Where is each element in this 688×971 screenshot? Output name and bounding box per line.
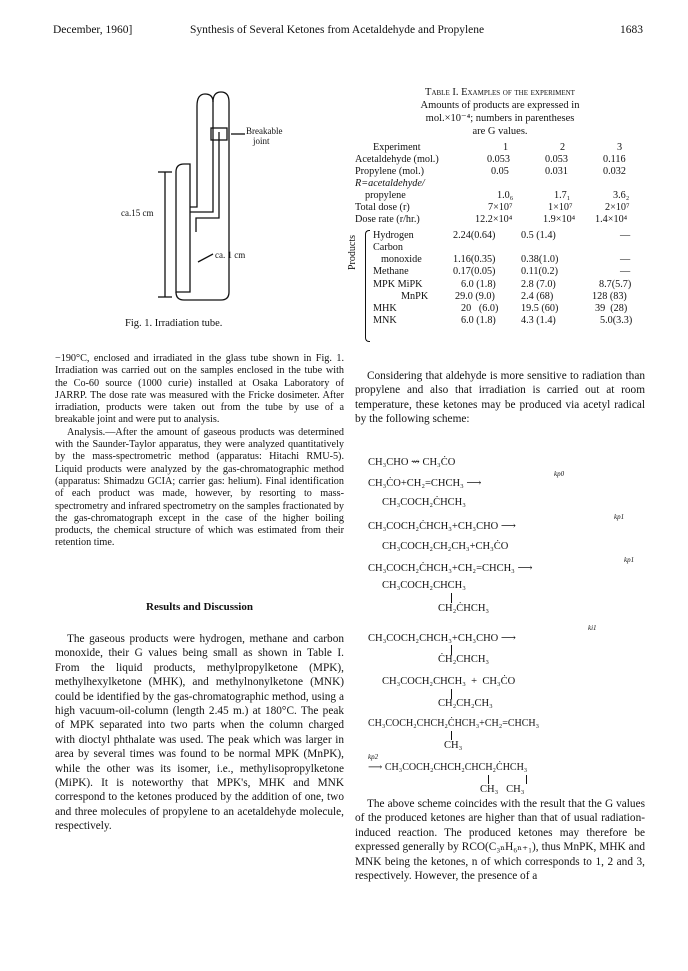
cell: 0.05 [491, 166, 509, 177]
cell: 12.2×10⁴ [475, 214, 513, 225]
table-caption-title: Table I. Examples of the experiment [425, 87, 575, 98]
figure-irradiation-tube [55, 82, 344, 342]
rate-label: kp0 [554, 470, 565, 478]
tube-drawing [55, 82, 344, 322]
scheme-line: CH₂ĊHCH₃ [438, 603, 490, 614]
cell: 2.8 (7.0) [521, 279, 556, 290]
cell: 0.032 [603, 166, 626, 177]
table-caption [355, 86, 645, 138]
page-number: 1683 [620, 24, 643, 36]
cell: 0.053 [487, 154, 510, 165]
label-1cm: ca. 1 cm [215, 250, 246, 260]
table-row [355, 154, 645, 166]
scheme-line: CH₃COCH₂ĊHCH₃+CH₂=CHCH₃ ⟶ [368, 563, 533, 574]
cell: 6.0 (1.8) [461, 279, 496, 290]
cell: 1×10⁷ [548, 202, 573, 213]
cell: 7×10⁷ [488, 202, 513, 213]
table-row [355, 190, 645, 202]
figure-caption: Fig. 1. Irradiation tube. [125, 318, 223, 329]
rate-label: ki1 [588, 624, 597, 632]
product-label: MPK MiPK [373, 279, 423, 290]
cell: 8.7(5.7) [599, 279, 632, 290]
scheme-line: CH₃COCH₂CHCH₃ [382, 580, 466, 591]
table-header-cell: 2 [560, 142, 566, 153]
cell: 0.5 (1.4) [521, 230, 556, 241]
paragraph-considering: Considering that aldehyde is more sensitive to radiation than propylene and also that irradiation is carried out at room temperature, these ketones may be produced via acetyl radical by the following scheme: [355, 370, 645, 426]
rate-label: kp1 [614, 513, 625, 521]
scheme-line: ĊH₂CHCH₃ [438, 654, 490, 665]
section-heading: Results and Discussion [146, 601, 253, 613]
cell: 1.9×10⁴ [543, 214, 576, 225]
cell: 1.0₆ [497, 190, 514, 201]
product-row [355, 291, 645, 303]
scheme-line: CH₃ CH₃ [480, 784, 525, 795]
scheme-line: CH₃COCH₂ĊHCH₃ [382, 497, 466, 508]
bond-line [451, 731, 452, 740]
paragraph-analysis: Analysis.—After the amount of gaseous products was determined with the Saunder-Taylor apparatus, they were analyzed quantitatively by the mass-spectrometric method (apparatus: Hitachi RMU-5). Liquid products were analyzed by the gas-chromatographic method (apparatus: Shimadzu GCIA; carrier gas: helium). Final identification of each product was made, however, by resorting to mass-spectrometry and infrared spectrometry on the samples fractionated by the gas-chromatograph except in the case of the higher boiling products, the chemical structure of which was estimated from their retention time. [55, 426, 344, 549]
scheme-line: CH₂CH₂CH₃ [438, 698, 493, 709]
cell: 6.0 (1.8) [461, 315, 496, 326]
running-header [53, 24, 643, 42]
cell: 3.6₂ [613, 190, 630, 201]
paragraph-results: The gaseous products were hydrogen, methane and carbon monoxide, their G values being small as shown in Table I. From the liquid products, methylpropylketone (MPK), methylhexylketone (MHK), and methylnonylketone (MNK) could be identified by the gas-chromatographic method, using a high vacuum-oil-column (length 2.45 m.) at 180°C. The peak of MPK separated into two parts when the column charged with dioctyl phthalate was used. The peak which was larger in area by several times was found to be normal MPK (MnPK), while the other was its isomer, i.e., methylisopropylketone (MiPK). It is noteworthy that MPK's, MHK and MNK correspond to the ketones produced by the addition of one, two and three molecules of propylene to an acetaldehyde molecule, respectively. [55, 633, 344, 833]
cell: 29.0 (9.0) [455, 291, 495, 302]
product-label: monoxide [381, 254, 422, 265]
product-row [355, 254, 645, 266]
cell: 0.17(0.05) [453, 266, 496, 277]
cell: 2.4 (68) [521, 291, 554, 302]
row-label: Propylene (mol.) [355, 166, 425, 177]
cell: 2×10⁷ [605, 202, 630, 213]
left-column [55, 353, 344, 550]
table-caption-line3: mol.×10⁻⁴; numbers in parentheses [425, 113, 575, 124]
table-header-cell: Experiment [373, 142, 421, 153]
cell: 39 (28) [595, 303, 628, 314]
cell: 19.5 (60) [521, 303, 559, 314]
row-label: propylene [365, 190, 406, 201]
cell: 1.16(0.35) [453, 254, 496, 265]
scheme-line: CH₃COCH₂ĊHCH₃+CH₃CHO ⟶ [368, 521, 516, 532]
cell: 2.24(0.64) [453, 230, 496, 241]
scheme-line: CH₃COCH₂CHCH₃ + CH₃ĊO [382, 676, 516, 687]
table-row [355, 178, 645, 190]
product-label: MNK [373, 315, 397, 326]
cell: — [620, 254, 631, 265]
row-label: R=acetaldehyde/ [355, 178, 425, 189]
cell: 0.38(1.0) [521, 254, 559, 265]
product-row [355, 230, 645, 242]
rate-label: kp2 [368, 753, 379, 761]
cell: 0.11(0.2) [521, 266, 558, 277]
products-label: Products [347, 235, 358, 270]
cell: — [620, 266, 631, 277]
product-label: Carbon [373, 242, 403, 253]
cell: — [620, 230, 631, 241]
cell: 0.053 [545, 154, 568, 165]
table-header-row [355, 142, 645, 154]
left-column-results [55, 632, 344, 834]
rate-label: kp1 [624, 556, 635, 564]
product-row [355, 266, 645, 278]
product-label: Hydrogen [373, 230, 414, 241]
scheme-line: CH₃ [444, 740, 463, 751]
table-row [355, 202, 645, 214]
label-breakable: Breakable [246, 126, 283, 136]
table-row [355, 166, 645, 178]
label-15cm: ca.15 cm [121, 208, 154, 218]
cell: 0.116 [603, 154, 626, 165]
cell: 128 (83) [592, 291, 627, 302]
scheme-line: CH₃COCH₂CHCH₂ĊHCH₃+CH₂=CHCH₃ [368, 718, 540, 729]
product-row [355, 242, 645, 254]
scheme-line: CH₃CHO ⇝ CH₃ĊO [368, 457, 456, 468]
table-header-cell: 1 [503, 142, 509, 153]
table-caption-line4: are G values. [472, 126, 528, 137]
cell: 1.4×10⁴ [595, 214, 628, 225]
cell: 0.031 [545, 166, 568, 177]
scheme-line: CH₃ĊO+CH₂=CHCH₃ ⟶ [368, 478, 482, 489]
bond-line [488, 775, 489, 784]
scheme-line: CH₃COCH₂CHCH₃+CH₃CHO ⟶ [368, 633, 516, 644]
paragraph-irradiation: −190°C, enclosed and irradiated in the glass tube shown in Fig. 1. Irradiation was carried out on the samples enclosed in the tube with the Co-60 source (1000 curie) installed at Osaka Laboratory of JARRP. The dose rate was measured with the Fricke dosimeter. After irradiation, products were taken out from the tube by use of a breakable joint and were put to analysis. [55, 353, 344, 426]
row-label: Total dose (r) [355, 202, 410, 213]
scheme-line: ⟶ CH₃COCH₂CHCH₂CHCH₂ĊHCH₃ [368, 762, 528, 773]
product-row [355, 303, 645, 315]
bond-line [451, 593, 452, 603]
table-row [355, 214, 645, 226]
cell: 4.3 (1.4) [521, 315, 556, 326]
table-header-cell: 3 [617, 142, 623, 153]
product-row [355, 279, 645, 291]
scheme-line: CH₃COCH₂CH₂CH₃+CH₃ĊO [382, 541, 509, 552]
cell: 1.7₁ [554, 190, 571, 201]
header-title: Synthesis of Several Ketones from Acetaldehyde and Propylene [190, 24, 485, 36]
row-label: Dose rate (r/hr.) [355, 214, 420, 225]
cell: 20 (6.0) [461, 303, 499, 314]
product-label: MHK [373, 303, 397, 314]
right-column-conclusion [355, 797, 645, 883]
product-row [355, 315, 645, 327]
header-date: December, 1960] [53, 24, 133, 36]
right-column-intro [355, 369, 645, 427]
cell: 5.0(3.3) [600, 315, 633, 326]
label-joint: joint [253, 136, 270, 146]
paragraph-above-scheme: The above scheme coincides with the result that the G values of the produced ketones are higher than that of usual radiation-induced reaction. The produced ketones may therefore be expressed generally by RCO(C₃ₙH₆ₙ₊₁), thus MnPK, MHK and MNK being the ketones, n of which corresponds to 1, 2 and 3, respectively. However, the presence of a [355, 798, 645, 883]
product-label: MnPK [401, 291, 429, 302]
bond-line [526, 775, 527, 784]
row-label: Acetaldehyde (mol.) [355, 154, 439, 165]
product-label: Methane [373, 266, 409, 277]
table-caption-line2: Amounts of products are expressed in [420, 100, 580, 111]
